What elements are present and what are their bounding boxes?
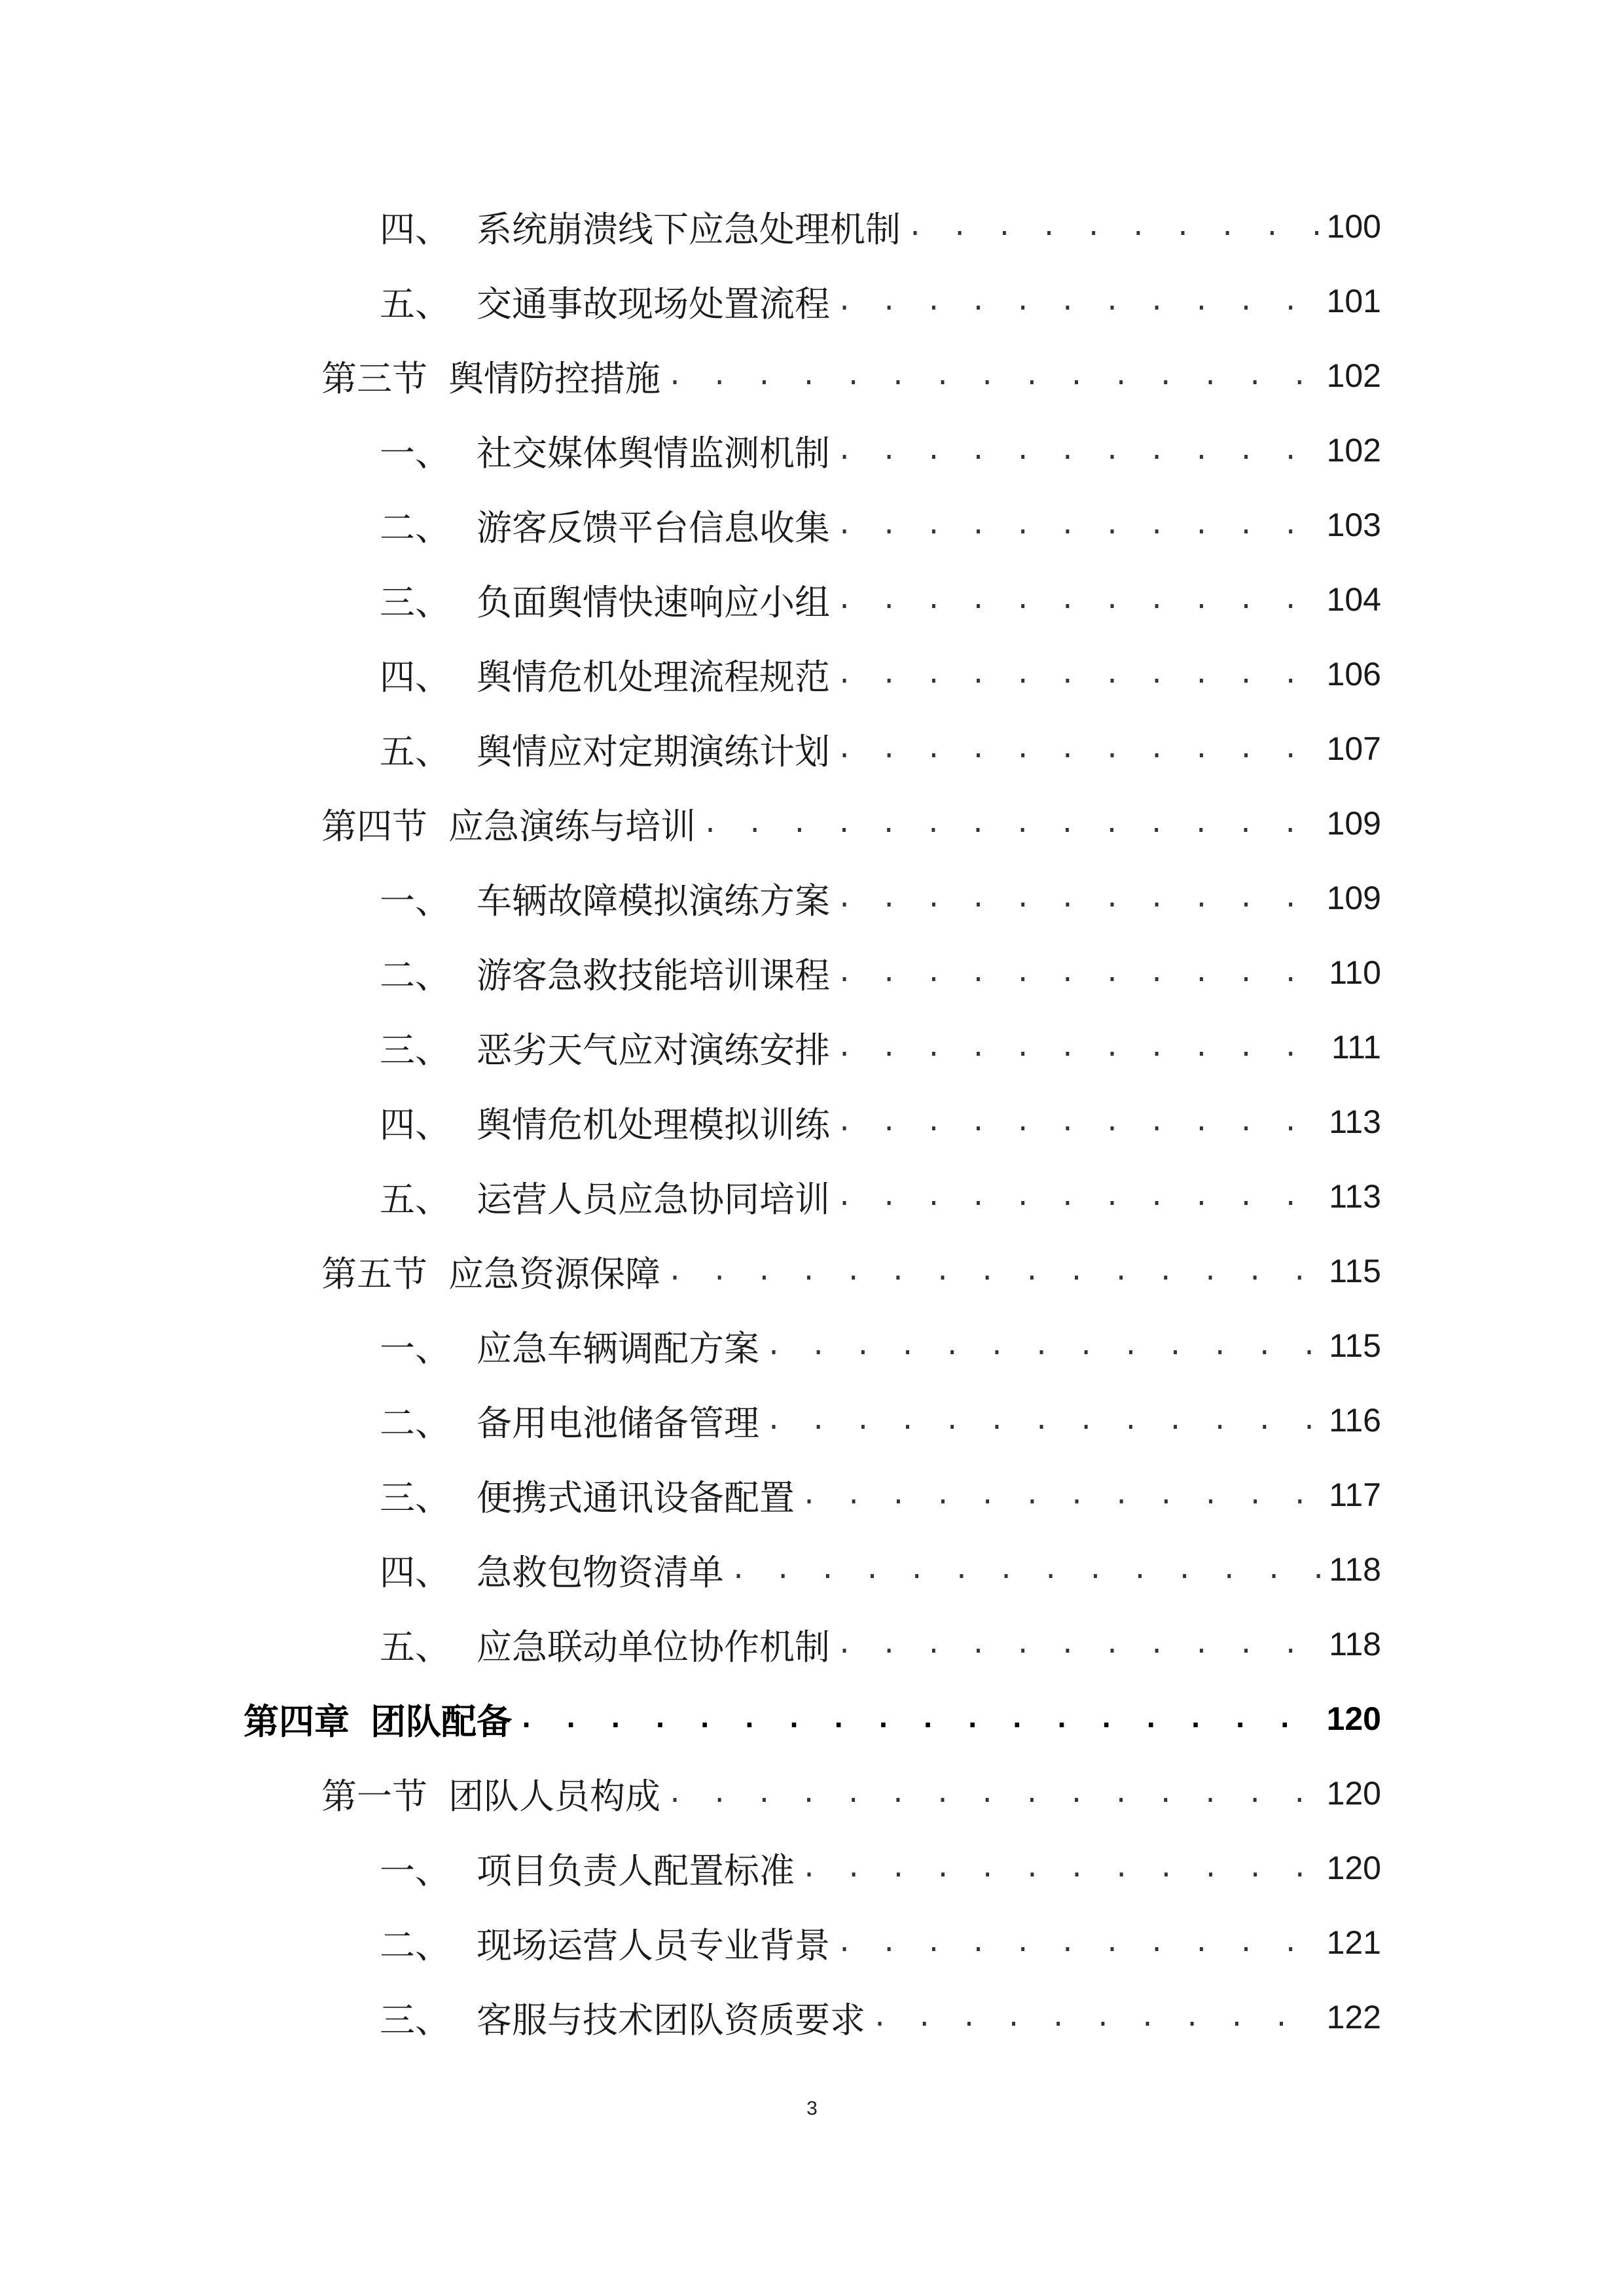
toc-entry-number: 二、 <box>380 954 450 996</box>
toc-entry-page: 104 <box>1326 581 1381 618</box>
dot-leader <box>872 2002 1322 2032</box>
toc-entry[interactable] <box>0 562 1624 637</box>
toc-entry[interactable] <box>0 1532 1624 1607</box>
toc-entry-title: 应急演练与培训 <box>448 805 696 847</box>
toc-entry-page: 106 <box>1326 656 1381 692</box>
toc-entry-title: 舆情危机处理流程规范 <box>477 656 830 698</box>
toc-entry[interactable] <box>0 1831 1624 1905</box>
toc-entry[interactable] <box>0 488 1624 562</box>
toc-entry-number: 五、 <box>380 730 450 772</box>
toc-section-entry[interactable] <box>0 1234 1624 1308</box>
dot-leader <box>667 1778 1322 1808</box>
toc-entry-title: 团队人员构成 <box>448 1775 660 1817</box>
dot-leader <box>667 1256 1324 1286</box>
toc-entry-title: 团队配备 <box>370 1700 512 1742</box>
toc-entry-page: 109 <box>1326 805 1381 842</box>
dot-leader <box>667 361 1322 391</box>
dot-leader <box>907 211 1322 242</box>
toc-entry[interactable] <box>0 1980 1624 2054</box>
dot-leader <box>837 734 1322 764</box>
toc-entry[interactable] <box>0 1458 1624 1532</box>
toc-entry-page: 102 <box>1326 432 1381 469</box>
dot-leader <box>801 1480 1324 1510</box>
toc-entry-number: 一、 <box>380 880 450 922</box>
toc-entry[interactable] <box>0 1607 1624 1681</box>
dot-leader <box>518 1704 1322 1734</box>
toc-entry-title: 备用电池储备管理 <box>477 1402 759 1444</box>
toc-entry[interactable] <box>0 413 1624 488</box>
toc-entry-title: 急救包物资清单 <box>477 1551 724 1593</box>
toc-entry-title: 应急车辆调配方案 <box>477 1327 759 1369</box>
toc-section-entry[interactable] <box>0 1756 1624 1831</box>
toc-entry-page: 118 <box>1329 1626 1381 1662</box>
toc-entry-page: 110 <box>1329 954 1381 991</box>
toc-entry[interactable] <box>0 1010 1624 1085</box>
dot-leader <box>837 584 1322 615</box>
table-of-contents <box>0 189 1624 2054</box>
toc-entry-title: 舆情防控措施 <box>448 357 660 399</box>
toc-entry[interactable] <box>0 1308 1624 1383</box>
dot-leader <box>837 1181 1324 1211</box>
toc-entry-page: 102 <box>1326 357 1381 394</box>
dot-leader <box>837 1928 1322 1958</box>
toc-entry-title: 游客反馈平台信息收集 <box>477 507 830 548</box>
toc-entry-page: 107 <box>1326 730 1381 767</box>
toc-entry-title: 车辆故障模拟演练方案 <box>477 880 830 922</box>
toc-entry-number: 四、 <box>380 1551 450 1593</box>
dot-leader <box>837 510 1322 540</box>
toc-entry-number: 第四章 <box>244 1700 350 1742</box>
toc-entry-title: 社交媒体舆情监测机制 <box>477 432 830 474</box>
toc-entry-number: 四、 <box>380 1103 450 1145</box>
toc-entry-number: 三、 <box>380 1999 450 2041</box>
dot-leader <box>837 1032 1326 1062</box>
dot-leader <box>766 1331 1324 1361</box>
toc-entry-number: 第五节 <box>321 1253 427 1295</box>
toc-entry-number: 一、 <box>380 1850 450 1892</box>
toc-entry[interactable] <box>0 935 1624 1010</box>
toc-section-entry[interactable] <box>0 786 1624 861</box>
dot-leader <box>837 659 1322 689</box>
toc-entry-title: 舆情危机处理模拟训练 <box>477 1103 830 1145</box>
dot-leader <box>837 1629 1324 1659</box>
toc-entry-title: 应急资源保障 <box>448 1253 660 1295</box>
toc-entry-number: 四、 <box>380 208 450 250</box>
toc-entry-number: 三、 <box>380 1029 450 1071</box>
toc-entry-page: 117 <box>1329 1477 1381 1513</box>
toc-entry-page: 113 <box>1329 1178 1381 1215</box>
toc-entry-number: 二、 <box>380 507 450 548</box>
toc-entry-number: 一、 <box>380 1327 450 1369</box>
toc-entry-title: 现场运营人员专业背景 <box>477 1924 830 1966</box>
toc-entry-page: 100 <box>1326 208 1381 245</box>
toc-entry-title: 应急联动单位协作机制 <box>477 1626 830 1668</box>
dot-leader <box>766 1405 1324 1435</box>
dot-leader <box>837 286 1322 316</box>
toc-entry-page: 120 <box>1326 1850 1381 1886</box>
toc-entry[interactable] <box>0 1159 1624 1234</box>
toc-entry-number: 第一节 <box>321 1775 427 1817</box>
toc-entry-title: 客服与技术团队资质要求 <box>477 1999 865 2041</box>
toc-entry[interactable] <box>0 264 1624 338</box>
toc-entry[interactable] <box>0 1085 1624 1159</box>
dot-leader <box>702 808 1322 838</box>
toc-entry[interactable] <box>0 711 1624 786</box>
toc-entry-page: 118 <box>1329 1551 1381 1588</box>
page-number: 3 <box>806 2098 818 2119</box>
dot-leader <box>801 1853 1322 1883</box>
dot-leader <box>837 958 1324 988</box>
toc-entry[interactable] <box>0 1905 1624 1980</box>
dot-leader <box>837 1107 1324 1137</box>
toc-entry-page: 115 <box>1329 1327 1381 1364</box>
toc-entry-page: 121 <box>1326 1924 1381 1961</box>
toc-entry[interactable] <box>0 1383 1624 1458</box>
toc-entry[interactable] <box>0 189 1624 264</box>
dot-leader <box>837 883 1322 913</box>
toc-entry-page: 122 <box>1326 1999 1381 2036</box>
toc-section-entry[interactable] <box>0 338 1624 413</box>
toc-entry-title: 恶劣天气应对演练安排 <box>477 1029 830 1071</box>
dot-leader <box>837 435 1322 465</box>
toc-entry-number: 五、 <box>380 283 450 325</box>
toc-entry-page: 103 <box>1326 507 1381 543</box>
toc-entry-number: 第四节 <box>321 805 427 847</box>
dot-leader <box>731 1554 1324 1585</box>
toc-entry-title: 系统崩溃线下应急处理机制 <box>477 208 901 250</box>
toc-entry-page: 101 <box>1326 283 1381 319</box>
toc-entry-number: 二、 <box>380 1402 450 1444</box>
toc-entry-number: 三、 <box>380 1477 450 1518</box>
toc-entry[interactable] <box>0 637 1624 711</box>
toc-entry-title: 交通事故现场处置流程 <box>477 283 830 325</box>
toc-entry-number: 二、 <box>380 1924 450 1966</box>
toc-entry-number: 五、 <box>380 1178 450 1220</box>
toc-entry[interactable] <box>0 861 1624 935</box>
toc-entry-page: 116 <box>1329 1402 1381 1439</box>
toc-entry-page: 111 <box>1331 1029 1381 1066</box>
toc-entry-number: 一、 <box>380 432 450 474</box>
toc-entry-page: 120 <box>1326 1775 1381 1812</box>
toc-entry-page: 115 <box>1329 1253 1381 1289</box>
toc-entry-number: 三、 <box>380 581 450 623</box>
toc-entry-title: 游客急救技能培训课程 <box>477 954 830 996</box>
toc-entry-page: 113 <box>1329 1103 1381 1140</box>
toc-entry-title: 项目负责人配置标准 <box>477 1850 795 1892</box>
toc-entry-page: 120 <box>1326 1700 1381 1737</box>
toc-entry-title: 舆情应对定期演练计划 <box>477 730 830 772</box>
toc-entry-number: 五、 <box>380 1626 450 1668</box>
toc-entry-page: 109 <box>1326 880 1381 916</box>
toc-entry-number: 四、 <box>380 656 450 698</box>
toc-entry-number: 第三节 <box>321 357 427 399</box>
toc-chapter-entry[interactable] <box>0 1681 1624 1756</box>
toc-entry-title: 运营人员应急协同培训 <box>477 1178 830 1220</box>
toc-entry-title: 便携式通讯设备配置 <box>477 1477 795 1518</box>
toc-entry-title: 负面舆情快速响应小组 <box>477 581 830 623</box>
